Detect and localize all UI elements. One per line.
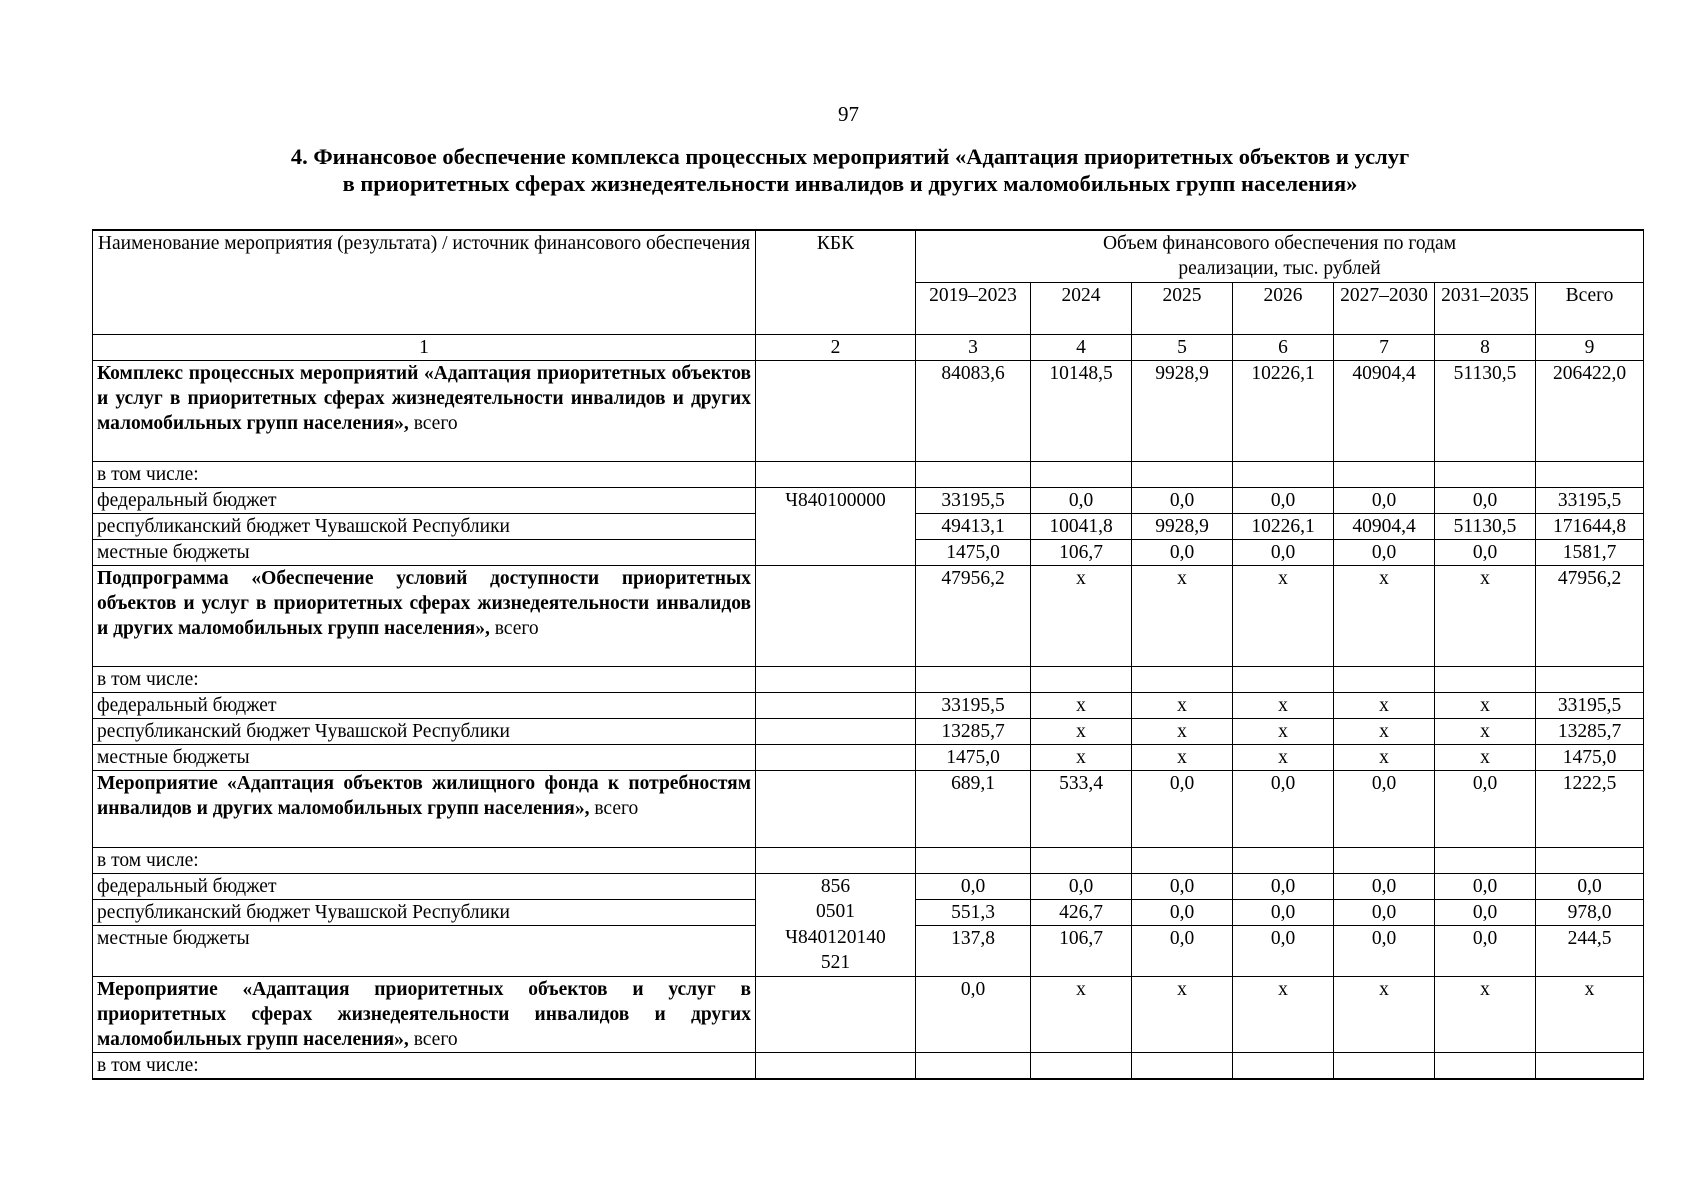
financing-table bbox=[92, 229, 1644, 1080]
kbk-cell: 0501 bbox=[756, 899, 916, 925]
measure1-title-suffix: всего bbox=[589, 797, 639, 819]
table-row bbox=[93, 873, 1644, 899]
row-label: республиканский бюджет Чувашской Республики bbox=[93, 718, 756, 744]
kbk-cell bbox=[756, 744, 916, 770]
value-cell: 10041,8 bbox=[1031, 513, 1132, 539]
value-cell: 1475,0 bbox=[1536, 744, 1644, 770]
table-row bbox=[93, 770, 1644, 847]
header-total: Всего bbox=[1536, 282, 1644, 334]
kbk-cell bbox=[756, 692, 916, 718]
value-cell: x bbox=[1233, 565, 1334, 666]
value-cell: 0,0 bbox=[1334, 873, 1435, 899]
value-cell: x bbox=[1334, 718, 1435, 744]
value-cell: 0,0 bbox=[1132, 539, 1233, 565]
value-cell: 426,7 bbox=[1031, 899, 1132, 925]
value-cell: 0,0 bbox=[1233, 899, 1334, 925]
header-volume bbox=[916, 230, 1644, 282]
kbk-cell bbox=[756, 770, 916, 847]
value-cell: x bbox=[1031, 692, 1132, 718]
kbk-cell bbox=[756, 461, 916, 487]
subprogram-title: Подпрограмма «Обеспечение условий доступности приоритетных объектов и услуг в приоритетных сферах жизнедеятельности инвалидов и других маломобильных групп населения», bbox=[97, 567, 751, 639]
value-cell: 10148,5 bbox=[1031, 360, 1132, 461]
row-label: федеральный бюджет bbox=[93, 873, 756, 899]
value-cell: 0,0 bbox=[1233, 925, 1334, 976]
table-row bbox=[93, 692, 1644, 718]
value-cell: 10226,1 bbox=[1233, 513, 1334, 539]
value-cell: x bbox=[1031, 976, 1132, 1052]
table-row bbox=[93, 539, 1644, 565]
kbk-cell bbox=[756, 360, 916, 461]
row-label bbox=[93, 360, 756, 461]
value-cell: 689,1 bbox=[916, 770, 1031, 847]
complex-title-suffix: всего bbox=[408, 412, 458, 434]
value-cell: 137,8 bbox=[916, 925, 1031, 976]
kbk-cell bbox=[756, 925, 916, 976]
value-cell: x bbox=[1132, 718, 1233, 744]
value-cell: 9928,9 bbox=[1132, 360, 1233, 461]
value-cell: 106,7 bbox=[1031, 925, 1132, 976]
table-row bbox=[93, 666, 1644, 692]
value-cell: 13285,7 bbox=[1536, 718, 1644, 744]
value-cell: x bbox=[1435, 692, 1536, 718]
value-cell: 40904,4 bbox=[1334, 513, 1435, 539]
row-label: федеральный бюджет bbox=[93, 692, 756, 718]
value-cell: 551,3 bbox=[916, 899, 1031, 925]
header-kbk: КБК bbox=[756, 230, 916, 334]
value-cell: 978,0 bbox=[1536, 899, 1644, 925]
value-cell: 33195,5 bbox=[916, 487, 1031, 513]
row-label: местные бюджеты bbox=[93, 744, 756, 770]
row-label bbox=[93, 976, 756, 1052]
value-cell: 0,0 bbox=[1334, 539, 1435, 565]
col-number: 1 bbox=[93, 334, 756, 360]
value-cell: 0,0 bbox=[1132, 487, 1233, 513]
value-cell: 33195,5 bbox=[916, 692, 1031, 718]
table-row bbox=[93, 718, 1644, 744]
value-cell: x bbox=[1435, 976, 1536, 1052]
value-cell: 0,0 bbox=[1435, 925, 1536, 976]
col-number: 9 bbox=[1536, 334, 1644, 360]
value-cell: 0,0 bbox=[1233, 539, 1334, 565]
table-row bbox=[93, 976, 1644, 1052]
table-row bbox=[93, 513, 1644, 539]
value-cell: 0,0 bbox=[1132, 925, 1233, 976]
row-label: в том числе: bbox=[93, 461, 756, 487]
value-cell: 1222,5 bbox=[1536, 770, 1644, 847]
value-cell: 0,0 bbox=[1334, 925, 1435, 976]
value-cell: 1475,0 bbox=[916, 744, 1031, 770]
kbk-cell bbox=[756, 666, 916, 692]
value-cell: 40904,4 bbox=[1334, 360, 1435, 461]
col-number: 3 bbox=[916, 334, 1031, 360]
measure2-title: Мероприятие «Адаптация приоритетных объектов и услуг в приоритетных сферах жизнедеятельности инвалидов и других маломобильных групп населения», bbox=[97, 978, 751, 1050]
value-cell: 33195,5 bbox=[1536, 487, 1644, 513]
value-cell: 0,0 bbox=[1031, 873, 1132, 899]
value-cell: 0,0 bbox=[1435, 487, 1536, 513]
value-cell: x bbox=[1334, 744, 1435, 770]
value-cell: 171644,8 bbox=[1536, 513, 1644, 539]
row-label: республиканский бюджет Чувашской Республики bbox=[93, 899, 756, 925]
table-row bbox=[93, 744, 1644, 770]
kbk-code: Ч840120140 bbox=[785, 927, 886, 948]
table-row bbox=[93, 565, 1644, 666]
value-cell: 47956,2 bbox=[1536, 565, 1644, 666]
kbk-cell bbox=[756, 539, 916, 565]
value-cell: x bbox=[1132, 692, 1233, 718]
value-cell: x bbox=[1536, 976, 1644, 1052]
value-cell: 0,0 bbox=[1132, 873, 1233, 899]
row-label: местные бюджеты bbox=[93, 539, 756, 565]
value-cell: 206422,0 bbox=[1536, 360, 1644, 461]
value-cell: x bbox=[1132, 976, 1233, 1052]
value-cell: 0,0 bbox=[1233, 873, 1334, 899]
header-volume-text: Объем финансового обеспечения по годам реализации, тыс. рублей bbox=[1102, 233, 1457, 279]
measure1-title: Мероприятие «Адаптация объектов жилищного фонда к потребностям инвалидов и других маломобильных групп населения», bbox=[97, 772, 751, 819]
value-cell: 51130,5 bbox=[1435, 513, 1536, 539]
value-cell: 0,0 bbox=[1435, 873, 1536, 899]
col-number: 4 bbox=[1031, 334, 1132, 360]
header-year: 2027–2030 bbox=[1334, 282, 1435, 334]
table-row bbox=[93, 847, 1644, 873]
row-label: федеральный бюджет bbox=[93, 487, 756, 513]
title-line-1: 4. Финансовое обеспечение комплекса процессных мероприятий «Адаптация приоритетных объектов и услуг bbox=[290, 144, 1410, 169]
page-number: 97 bbox=[838, 102, 859, 126]
kbk-cell bbox=[756, 513, 916, 539]
value-cell: x bbox=[1334, 976, 1435, 1052]
table-row bbox=[93, 925, 1644, 976]
header-year: 2026 bbox=[1233, 282, 1334, 334]
value-cell: 13285,7 bbox=[916, 718, 1031, 744]
value-cell: x bbox=[1132, 565, 1233, 666]
value-cell: 0,0 bbox=[1233, 487, 1334, 513]
value-cell: 1581,7 bbox=[1536, 539, 1644, 565]
kbk-cell: Ч840100000 bbox=[756, 487, 916, 513]
value-cell: 0,0 bbox=[1031, 487, 1132, 513]
value-cell: 0,0 bbox=[916, 976, 1031, 1052]
header-year: 2019–2023 bbox=[916, 282, 1031, 334]
row-label bbox=[93, 770, 756, 847]
table-row bbox=[93, 899, 1644, 925]
value-cell: 47956,2 bbox=[916, 565, 1031, 666]
measure2-title-suffix: всего bbox=[408, 1028, 458, 1050]
table-row bbox=[93, 461, 1644, 487]
value-cell: x bbox=[1233, 692, 1334, 718]
kbk-cell bbox=[756, 847, 916, 873]
header-year: 2025 bbox=[1132, 282, 1233, 334]
col-number: 7 bbox=[1334, 334, 1435, 360]
subprogram-title-suffix: всего bbox=[489, 617, 539, 639]
value-cell: 106,7 bbox=[1031, 539, 1132, 565]
value-cell: x bbox=[1233, 744, 1334, 770]
kbk-cell bbox=[756, 565, 916, 666]
title-line-2: в приоритетных сферах жизнедеятельности инвалидов и других маломобильных групп населения» bbox=[342, 171, 1358, 196]
table-row bbox=[93, 360, 1644, 461]
value-cell: x bbox=[1031, 565, 1132, 666]
col-number: 6 bbox=[1233, 334, 1334, 360]
value-cell: 0,0 bbox=[1435, 899, 1536, 925]
value-cell: 49413,1 bbox=[916, 513, 1031, 539]
header-name: Наименование мероприятия (результата) / источник финансового обеспечения bbox=[93, 230, 756, 334]
col-number: 2 bbox=[756, 334, 916, 360]
value-cell: x bbox=[1435, 744, 1536, 770]
value-cell: x bbox=[1233, 718, 1334, 744]
row-label: в том числе: bbox=[93, 666, 756, 692]
value-cell: 0,0 bbox=[1132, 899, 1233, 925]
value-cell: 33195,5 bbox=[1536, 692, 1644, 718]
value-cell: 0,0 bbox=[1334, 899, 1435, 925]
value-cell: 0,0 bbox=[1233, 770, 1334, 847]
value-cell: x bbox=[1132, 744, 1233, 770]
value-cell: 0,0 bbox=[1536, 873, 1644, 899]
value-cell: x bbox=[1031, 744, 1132, 770]
value-cell: 0,0 bbox=[916, 873, 1031, 899]
table-row bbox=[93, 487, 1644, 513]
row-label: республиканский бюджет Чувашской Республики bbox=[93, 513, 756, 539]
value-cell: 533,4 bbox=[1031, 770, 1132, 847]
kbk-code: 521 bbox=[820, 952, 851, 973]
kbk-cell: 856 bbox=[756, 873, 916, 899]
value-cell: 0,0 bbox=[1435, 539, 1536, 565]
complex-title: Комплекс процессных мероприятий «Адаптация приоритетных объектов и услуг в приоритетных сферах жизнедеятельности инвалидов и других маломобильных групп населения», bbox=[97, 362, 751, 434]
value-cell: x bbox=[1233, 976, 1334, 1052]
header-year: 2024 bbox=[1031, 282, 1132, 334]
document-title bbox=[150, 143, 1550, 197]
col-number: 8 bbox=[1435, 334, 1536, 360]
value-cell: 0,0 bbox=[1435, 770, 1536, 847]
value-cell: 9928,9 bbox=[1132, 513, 1233, 539]
kbk-cell bbox=[756, 1052, 916, 1079]
header-year: 2031–2035 bbox=[1435, 282, 1536, 334]
value-cell: 0,0 bbox=[1334, 487, 1435, 513]
kbk-cell bbox=[756, 976, 916, 1052]
value-cell: 0,0 bbox=[1334, 770, 1435, 847]
row-label: в том числе: bbox=[93, 1052, 756, 1079]
value-cell: 51130,5 bbox=[1435, 360, 1536, 461]
value-cell: x bbox=[1334, 565, 1435, 666]
value-cell: x bbox=[1435, 565, 1536, 666]
kbk-cell bbox=[756, 718, 916, 744]
row-label bbox=[93, 565, 756, 666]
row-label: местные бюджеты bbox=[93, 925, 756, 976]
value-cell: 84083,6 bbox=[916, 360, 1031, 461]
table-row bbox=[93, 1052, 1644, 1079]
value-cell: x bbox=[1435, 718, 1536, 744]
value-cell: x bbox=[1031, 718, 1132, 744]
row-label: в том числе: bbox=[93, 847, 756, 873]
value-cell: 244,5 bbox=[1536, 925, 1644, 976]
col-number: 5 bbox=[1132, 334, 1233, 360]
value-cell: 1475,0 bbox=[916, 539, 1031, 565]
value-cell: x bbox=[1334, 692, 1435, 718]
value-cell: 0,0 bbox=[1132, 770, 1233, 847]
value-cell: 10226,1 bbox=[1233, 360, 1334, 461]
